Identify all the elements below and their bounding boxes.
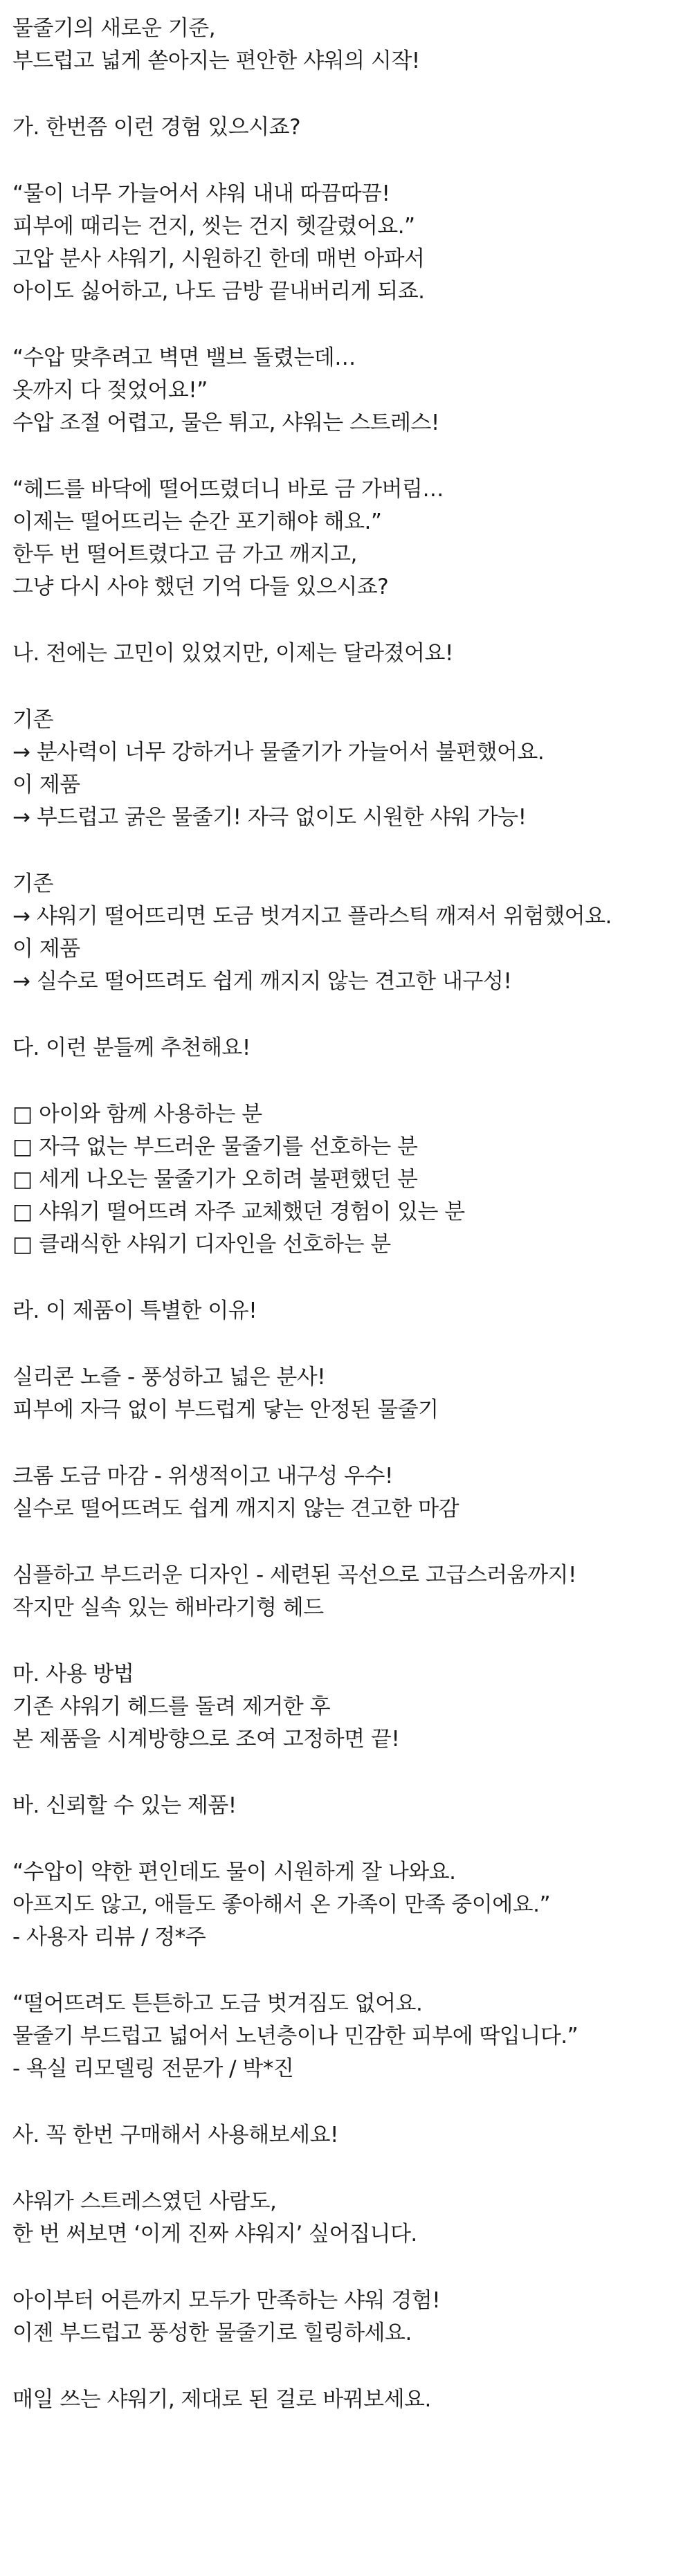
- text-line: 가. 한번쯤 이런 경험 있으시죠?: [12, 115, 301, 140]
- text-paragraph: [12, 473, 692, 604]
- text-line: 아이부터 어른까지 모두가 만족하는 샤워 경험!: [12, 2288, 441, 2313]
- text-line: “물이 너무 가늘어서 샤워 내내 따끔따끔!: [12, 181, 390, 206]
- text-paragraph: [12, 1460, 692, 1525]
- text-line: 피부에 때리는 건지, 씻는 건지 헷갈렸어요.”: [12, 214, 415, 239]
- text-paragraph: [12, 704, 692, 834]
- text-line: 라. 이 제품이 특별한 이유!: [12, 1298, 257, 1323]
- text-paragraph: [12, 1098, 692, 1261]
- text-paragraph: [12, 1559, 692, 1624]
- text-paragraph: [12, 111, 692, 144]
- text-line: 한두 번 떨어트렸다고 금 가고 깨지고,: [12, 542, 357, 567]
- text-line: - 욕실 리모델링 전문가 / 박*진: [12, 2056, 294, 2081]
- text-line: 고압 분사 샤워기, 시원하긴 한데 매번 아파서: [12, 246, 425, 271]
- text-line: 이젠 부드럽고 풍성한 물줄기로 힐링하세요.: [12, 2321, 412, 2346]
- text-paragraph: [12, 1988, 692, 2085]
- text-line: 다. 이런 분들께 추천해요!: [12, 1035, 251, 1060]
- text-paragraph: [12, 2384, 692, 2416]
- text-paragraph: [12, 1658, 692, 1756]
- text-line: “수압이 약한 편인데도 물이 시원하게 잘 나와요.: [12, 1860, 456, 1885]
- text-paragraph: [12, 342, 692, 439]
- text-line: 물줄기 부드럽고 넓어서 노년층이나 민감한 피부에 딱입니다.”: [12, 2024, 579, 2049]
- text-line: - 사용자 리뷰 / 정*주: [12, 1925, 206, 1950]
- text-paragraph: [12, 178, 692, 308]
- text-paragraph: [12, 1295, 692, 1327]
- text-line: → 샤워기 떨어뜨리면 도금 벗겨지고 플라스틱 깨져서 위험했어요.: [12, 904, 612, 929]
- text-paragraph: [12, 637, 692, 670]
- text-line: 수압 조절 어렵고, 물은 튀고, 샤워는 스트레스!: [12, 410, 439, 435]
- text-paragraph: [12, 2186, 692, 2251]
- text-line: 옷까지 다 젖었어요!”: [12, 378, 208, 403]
- text-paragraph: [12, 1361, 692, 1426]
- text-line: 본 제품을 시계방향으로 조여 고정하면 끝!: [12, 1727, 400, 1752]
- text-line: 샤워가 스트레스였던 사람도,: [12, 2189, 277, 2214]
- text-line: 기존: [12, 707, 53, 732]
- text-line: 작지만 실속 있는 해바라기형 헤드: [12, 1595, 324, 1620]
- text-line: “떨어뜨려도 튼튼하고 도금 벗겨짐도 없어요.: [12, 1991, 423, 2016]
- text-line: □ 클래식한 샤워기 디자인을 선호하는 분: [12, 1232, 391, 1257]
- text-line: → 분사력이 너무 강하거나 물줄기가 가늘어서 불편했어요.: [12, 740, 545, 765]
- text-line: 아이도 싫어하고, 나도 금방 끝내버리게 되죠.: [12, 279, 425, 304]
- text-line: “헤드를 바닥에 떨어뜨렸더니 바로 금 가버림…: [12, 477, 444, 502]
- text-line: 물줄기의 새로운 기준,: [12, 16, 216, 41]
- text-line: 기존 샤워기 헤드를 돌려 제거한 후: [12, 1694, 331, 1719]
- text-line: 매일 쓰는 샤워기, 제대로 된 걸로 바꿔보세요.: [12, 2387, 431, 2412]
- text-line: 아프지도 않고, 애들도 좋아해서 온 가족이 만족 중이에요.”: [12, 1892, 551, 1917]
- text-line: 부드럽고 넓게 쏟아지는 편안한 샤워의 시작!: [12, 48, 420, 73]
- text-line: 마. 사용 방법: [12, 1662, 134, 1687]
- text-line: 이제는 떨어뜨리는 순간 포기해야 해요.”: [12, 509, 382, 534]
- text-line: □ 세게 나오는 물줄기가 오히려 불편했던 분: [12, 1167, 418, 1192]
- text-line: □ 아이와 함께 사용하는 분: [12, 1102, 262, 1127]
- text-line: 이 제품: [12, 772, 80, 797]
- text-line: 심플하고 부드러운 디자인 - 세련된 곡선으로 고급스러움까지!: [12, 1563, 576, 1588]
- text-line: “수압 맞추려고 벽면 밸브 돌렸는데…: [12, 345, 356, 370]
- text-line: 한 번 써보면 ‘이게 진짜 샤워지’ 싶어집니다.: [12, 2222, 417, 2247]
- text-paragraph: [12, 2119, 692, 2152]
- text-line: → 부드럽고 굵은 물줄기! 자극 없이도 시원한 샤워 가능!: [12, 805, 527, 830]
- text-paragraph: [12, 12, 692, 78]
- text-line: 이 제품: [12, 936, 80, 961]
- text-paragraph: [12, 868, 692, 998]
- text-line: 나. 전에는 고민이 있었지만, 이제는 달라졌어요!: [12, 641, 453, 666]
- text-line: 사. 꼭 한번 구매해서 사용해보세요!: [12, 2123, 338, 2148]
- text-line: □ 자극 없는 부드러운 물줄기를 선호하는 분: [12, 1134, 418, 1159]
- text-paragraph: [12, 1790, 692, 1822]
- text-paragraph: [12, 2285, 692, 2350]
- text-line: □ 샤워기 떨어뜨려 자주 교체했던 경험이 있는 분: [12, 1199, 465, 1224]
- text-line: 바. 신뢰할 수 있는 제품!: [12, 1793, 237, 1818]
- text-line: 기존: [12, 871, 53, 896]
- text-line: 크롬 도금 마감 - 위생적이고 내구성 우수!: [12, 1464, 393, 1489]
- text-line: 그냥 다시 사야 했던 기억 다들 있으시죠?: [12, 574, 389, 599]
- text-line: 실수로 떨어뜨려도 쉽게 깨지지 않는 견고한 마감: [12, 1496, 459, 1521]
- text-line: 피부에 자극 없이 부드럽게 닿는 안정된 물줄기: [12, 1397, 439, 1422]
- text-paragraph: [12, 1856, 692, 1954]
- text-line: 실리콘 노즐 - 풍성하고 넓은 분사!: [12, 1365, 326, 1390]
- text-line: → 실수로 떨어뜨려도 쉽게 깨지지 않는 견고한 내구성!: [12, 969, 512, 994]
- text-paragraph: [12, 1032, 692, 1064]
